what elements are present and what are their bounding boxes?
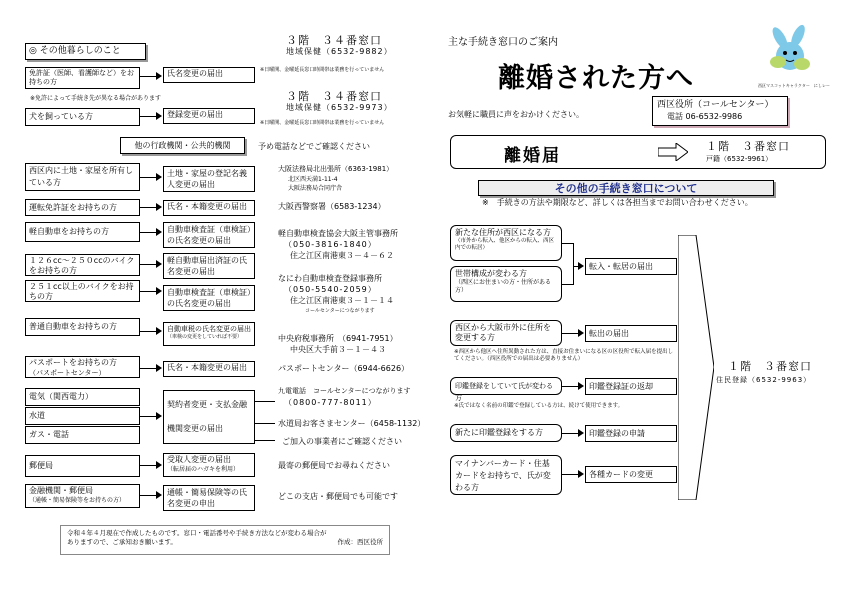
arrow-icon	[156, 72, 162, 80]
agency-gas-dest: ご加入の事業者にご確認ください	[282, 437, 402, 446]
agency-kei-answer: 自動車検査証（車検証）の氏名変更の届出	[163, 222, 255, 248]
final-dest: １階 ３番窓口	[728, 360, 812, 373]
row-dog-question: 犬を飼っている方	[25, 108, 140, 126]
agency-post-answer-main: 受取人変更の届出	[167, 455, 231, 464]
agency-land-answer: 土地・家屋の登記名義人変更の届出	[163, 166, 255, 192]
note-transfer: ※西区から他区へ住所異動された方は、直接お住まいになる区の区役所で転入届を提出してください。（西区役所での届出は必要ありません）	[454, 349, 674, 362]
agency-passport-answer: 氏名・本籍変更の届出	[163, 361, 255, 377]
agency-utility-answer: 契約者変更・支払金融機関変更の届出	[163, 390, 255, 444]
item-seal-return-answer: 印鑑登録証の返却	[585, 378, 677, 395]
divorce-arrow-icon	[658, 143, 688, 161]
item-household-main: 世帯構成が変わる方	[455, 269, 527, 278]
agency-kei-tel: （050-3816-1840）	[284, 240, 377, 249]
connector	[573, 243, 574, 285]
item-moveout: 西区から大阪市外に住所を変更する方	[450, 320, 562, 346]
arrow-icon	[578, 382, 584, 390]
agency-bike251-question: ２５１cc以上のバイクをお持ちの方	[25, 280, 140, 302]
agency-water-question: 水道	[25, 407, 140, 425]
agency-driver-answer: 氏名・本籍変更の届出	[163, 200, 255, 216]
agency-bank-q-sub: （通帳・簡易保険等をお持ちの方）	[29, 497, 126, 504]
mascot-image	[760, 22, 820, 80]
agency-kei-dest: 軽自動車検査協会大阪主管事務所	[278, 229, 398, 238]
office-tel: 電話 06-6532-9986	[667, 112, 743, 121]
row-dog-note: ※日曜開、金曜延長窓口時間帯は業務を行っていません	[260, 120, 385, 126]
big-arrow-icon	[678, 235, 714, 500]
agency-water-dest: 水道局お客さまセンター（6458-1132）	[278, 419, 426, 428]
agency-bank-question	[25, 484, 140, 508]
greeting: お気軽に職員に声をおかけください。	[448, 110, 584, 119]
arrow-icon	[578, 262, 584, 270]
item-mynumber: マイナンバーカード・住基カードをお持ちで、氏が変わる方	[450, 455, 562, 495]
item-seal-return: 印鑑登録をしていて氏が変わる方	[450, 377, 562, 395]
agency-bank-dest: どこの支店・郵便局でも可能です	[278, 492, 398, 501]
connector	[255, 401, 275, 402]
arrow-icon	[156, 287, 162, 295]
agency-land-question: 西区内に土地・家屋を所有している方	[25, 163, 140, 191]
agency-kei-question: 軽自動車をお持ちの方	[25, 222, 140, 242]
item-household-answer: 転入・転居の届出	[585, 258, 677, 275]
arrow-icon	[156, 112, 162, 120]
connector	[255, 423, 275, 424]
other-title: その他の手続き窓口について	[478, 180, 774, 196]
footer-author: 作成：西区役所	[337, 538, 383, 546]
agency-electric-dest: 九電電話 コールセンターにつながります	[278, 387, 411, 395]
agency-land-dest: 大阪法務局北出張所（6363-1981）	[278, 165, 394, 173]
agency-post-question: 郵便局	[25, 455, 140, 477]
row-license-question: 免許証（医師、看護師など）をお持ちの方	[25, 67, 140, 89]
agency-post-answer	[163, 453, 255, 477]
other-note: ※ 手続きの方法や期限など、詳しくは各担当までお問い合わせください。	[482, 198, 753, 207]
agency-bike-addr: 住之江区南港東３－１－１４	[290, 296, 394, 305]
agency-driver-question: 運転免許証をお持ちの方	[25, 199, 140, 216]
item-newaddress-main: 新たな住所が西区になる方	[455, 228, 551, 237]
item-newaddress	[450, 225, 562, 261]
footer-note	[60, 525, 390, 555]
main-title: 離婚された方へ	[498, 63, 694, 94]
agency-bike-tel: （050-5540-2059）	[284, 285, 377, 294]
agency-post-dest: 最寄の郵便局でお尋ねください	[278, 461, 390, 470]
office-box	[652, 96, 788, 126]
item-household-sub: （西区にお住まいの方・住所がある方）	[455, 279, 552, 294]
arrow-icon	[156, 228, 162, 236]
arrow-icon	[156, 461, 162, 469]
mascot-caption: 西区マスコットキャラクター にしレー	[758, 83, 830, 88]
license-note: ※免許によって手続き先が異なる場合があります	[30, 95, 162, 102]
agency-passport-q-sub: （パスポートセンター）	[29, 369, 106, 377]
arrow-icon	[156, 327, 162, 335]
agency-passport-q-main: パスポートをお持ちの方	[29, 358, 117, 367]
agency-driver-dest: 大阪西警察署（6583-1234）	[278, 202, 386, 211]
agency-electric-question: 電気（関西電力）	[25, 388, 140, 406]
row-dog-answer: 登録変更の届出	[163, 108, 255, 124]
connector	[255, 440, 275, 441]
agency-bank-q-main: 金融機関・郵便局	[29, 486, 93, 495]
final-tel: 住民登録（6532-9963）	[716, 376, 812, 384]
row-license-note: ※日曜開、金曜延長窓口時間帯は業務を行っていません	[260, 67, 385, 73]
footer-line-1: 令和４年４月現在で作成したものです。窓口・電話番号や手続き方法などが変わる場合が	[67, 529, 327, 537]
item-moveout-answer: 転出の届出	[585, 325, 677, 342]
agency-electric-tel: （0800-777-8011）	[284, 398, 377, 407]
arrow-icon	[156, 412, 162, 420]
agency-bike-dest: なにわ自動車検査登録事務所	[278, 274, 382, 283]
row-license-dest: ３階 ３４番窓口	[286, 34, 382, 47]
agency-bike-note: コールセンターにつながります	[305, 308, 375, 314]
agency-car-question: 普通自動車をお持ちの方	[25, 318, 140, 336]
arrow-icon	[156, 173, 162, 181]
row-license-tel: 地域保健（6532-9882）	[286, 47, 393, 56]
agency-kei-addr: 住之江区南港東３－４－６２	[290, 251, 394, 260]
agency-car-answer-main: 自動車税の氏名変更の届出	[167, 325, 251, 333]
item-newaddress-sub: （市外から転入、他区からの転入、西区内での転居）	[455, 238, 555, 251]
agency-bike126-answer: 軽自動車届出済証の氏名変更の届出	[163, 253, 255, 279]
arrow-icon	[156, 364, 162, 372]
row-dog-dest: ３階 ３４番窓口	[286, 90, 382, 103]
arrow-icon	[578, 429, 584, 437]
office-name: 西区役所（コールセンター）	[657, 100, 774, 110]
item-household	[450, 266, 562, 302]
footer-line-2: ありますので、ご承知おき願います。	[67, 538, 177, 546]
agency-passport-dest: パスポートセンター（6944-6626）	[278, 364, 410, 373]
note-seal: ※氏ではなく名前の印鑑で登録している方は、続けて使用できます。	[454, 403, 624, 409]
agency-post-answer-sub: （転居届のハガキを利用）	[167, 466, 240, 473]
agency-land-addr: 北区西天満1-11-4	[288, 176, 338, 183]
agency-bike126-question: １２６cc～２５０ccのバイクをお持ちの方	[25, 254, 140, 276]
arrow-icon	[156, 203, 162, 211]
agency-car-addr: 中央区大手前３－１－４３	[290, 345, 386, 354]
agency-car-answer	[163, 322, 255, 346]
gov-title: 他の行政機関・公共的機関	[120, 137, 245, 154]
subtitle: 主な手続き窓口のご案内	[448, 37, 558, 48]
divorce-dest: １階 ３番窓口	[706, 140, 790, 153]
agency-passport-question	[25, 356, 140, 378]
agency-gas-question: ガス・電話	[25, 426, 140, 444]
divorce-label: 離婚届	[504, 146, 561, 166]
arrow-icon	[578, 329, 584, 337]
agency-car-dest: 中央府税事務所 （6941-7951）	[278, 334, 398, 343]
agency-bike251-answer: 自動車検査証（車検証）の氏名変更の届出	[163, 285, 255, 311]
arrow-icon	[156, 260, 162, 268]
row-license-answer: 氏名変更の届出	[163, 67, 255, 83]
gov-note: 予め電話などでご確認ください	[258, 142, 370, 151]
item-seal-new-answer: 印鑑登録の申請	[585, 425, 677, 442]
row-dog-tel: 地域保健（6532-9973）	[286, 103, 393, 112]
arrow-icon	[156, 491, 162, 499]
divorce-tel: 戸籍（6532-9961）	[706, 155, 773, 163]
agency-bank-answer: 通帳・簡易保険等の氏名変更の申出	[163, 485, 255, 511]
arrow-icon	[578, 470, 584, 478]
section-title: ◎ その他暮らしのこと	[25, 43, 146, 60]
item-seal-new: 新たに印鑑登録をする方	[450, 424, 562, 442]
item-mynumber-answer: 各種カードの変更	[585, 466, 677, 483]
agency-car-answer-sub: （車検の変更をしていれば不要）	[167, 334, 243, 340]
agency-land-bldg: 大阪法務局合同庁舎	[288, 185, 343, 192]
